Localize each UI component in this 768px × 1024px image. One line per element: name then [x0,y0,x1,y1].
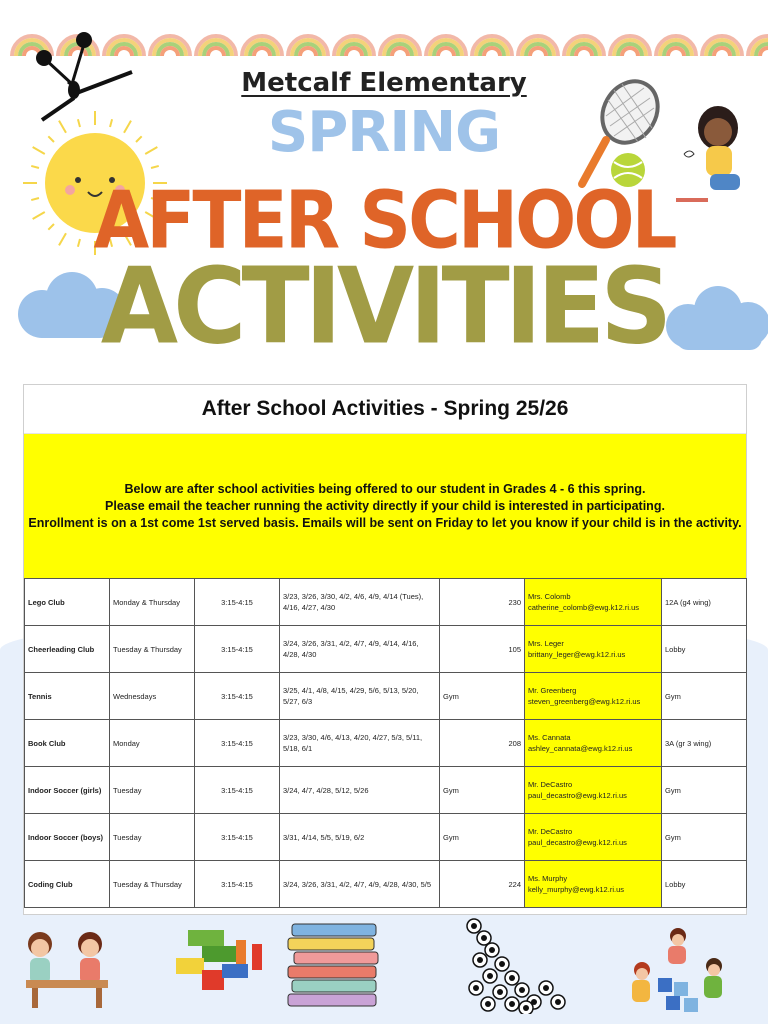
teacher-cell [525,814,662,861]
room-cell: 105 [440,626,525,673]
activity-name-cell: Indoor Soccer (boys) [25,814,110,861]
dates-cell: 3/24, 3/26, 3/31, 4/2, 4/7, 4/9, 4/28, 4/30, 5/5 [280,861,440,908]
teacher-name: Mrs. Colomb [528,592,571,601]
activity-name-cell: Book Club [25,720,110,767]
activity-name-cell: Tennis [25,673,110,720]
time-cell: 3:15-4:15 [195,579,280,626]
headline-activities: ACTIVITIES [100,245,668,368]
days-cell: Monday & Thursday [110,579,195,626]
activity-name-cell: Lego Club [25,579,110,626]
days-cell: Tuesday [110,814,195,861]
days-cell: Tuesday & Thursday [110,626,195,673]
room-cell: Gym [440,814,525,861]
dates-cell: 3/23, 3/26, 3/30, 4/2, 4/6, 4/9, 4/14 (Tues), 4/16, 4/27, 4/30 [280,579,440,626]
days-cell: Tuesday & Thursday [110,861,195,908]
teacher-name: Mr. Greenberg [528,686,577,695]
table-row [25,767,747,814]
teacher-cell [525,673,662,720]
lego-bricks-icon [172,924,268,994]
kids-playing-clay-icon [18,926,116,1014]
teacher-cell [525,579,662,626]
time-cell: 3:15-4:15 [195,861,280,908]
room-cell: 208 [440,720,525,767]
location-cell: 3A (gr 3 wing) [662,720,747,767]
time-cell: 3:15-4:15 [195,673,280,720]
activities-table [24,578,747,908]
kids-building-blocks-icon [622,926,732,1016]
table-row [25,673,747,720]
table-row [25,720,747,767]
teacher-cell [525,861,662,908]
location-cell: Lobby [662,861,747,908]
teacher-cell [525,720,662,767]
teacher-email-link[interactable]: brittany_leger@ewg.k12.ri.us [528,650,626,659]
dates-cell: 3/24, 4/7, 4/28, 5/12, 5/26 [280,767,440,814]
teacher-name: Mrs. Leger [528,639,564,648]
table-row [25,626,747,673]
notice-line: Below are after school activities being offered to our student in Grades 4 - 6 this spring. [124,481,646,496]
teacher-cell [525,626,662,673]
teacher-email-link[interactable]: paul_decastro@ewg.k12.ri.us [528,838,627,847]
room-cell: Gym [440,673,525,720]
time-cell: 3:15-4:15 [195,720,280,767]
location-cell: Gym [662,814,747,861]
days-cell: Monday [110,720,195,767]
teacher-name: Ms. Murphy [528,874,568,883]
teacher-email-link[interactable]: steven_greenberg@ewg.k12.ri.us [528,697,641,706]
activities-sheet [23,384,747,915]
activity-name-cell: Indoor Soccer (girls) [25,767,110,814]
table-row [25,861,747,908]
teacher-email-link[interactable]: paul_decastro@ewg.k12.ri.us [528,791,627,800]
location-cell: Gym [662,673,747,720]
dates-cell: 3/25, 4/1, 4/8, 4/15, 4/29, 5/6, 5/13, 5/20, 5/27, 6/3 [280,673,440,720]
notice-line: Enrollment is on a 1st come 1st served basis. Emails will be sent on Friday to let you know if your child is in the activity. [28,515,742,530]
notice-banner [24,434,746,578]
teacher-email-link[interactable]: catherine_colomb@ewg.k12.ri.us [528,603,640,612]
dates-cell: 3/31, 4/14, 5/5, 5/19, 6/2 [280,814,440,861]
time-cell: 3:15-4:15 [195,626,280,673]
book-stack-icon [284,918,384,1010]
notice-line: Please email the teacher running the activity directly if your child is interested in participating. [105,498,665,513]
dates-cell: 3/23, 3/30, 4/6, 4/13, 4/20, 4/27, 5/3, 5/11, 5/18, 6/1 [280,720,440,767]
location-cell: 12A (g4 wing) [662,579,747,626]
teacher-name: Mr. DeCastro [528,827,573,836]
room-cell: 224 [440,861,525,908]
headline-after-school: AFTER SCHOOL [93,173,675,267]
time-cell: 3:15-4:15 [195,814,280,861]
location-cell: Lobby [662,626,747,673]
room-cell: 230 [440,579,525,626]
school-name: Metcalf Elementary [241,68,527,98]
teacher-name: Ms. Cannata [528,733,571,742]
teacher-cell [525,767,662,814]
dates-cell: 3/24, 3/26, 3/31, 4/2, 4/7, 4/9, 4/14, 4/16, 4/28, 4/30 [280,626,440,673]
sheet-title: After School Activities - Spring 25/26 [24,385,746,434]
activity-name-cell: Coding Club [25,861,110,908]
teacher-email-link[interactable]: ashley_cannata@ewg.k12.ri.us [528,744,633,753]
season-title: SPRING [267,100,501,165]
room-cell: Gym [440,767,525,814]
teacher-name: Mr. DeCastro [528,780,573,789]
table-row [25,579,747,626]
days-cell: Wednesdays [110,673,195,720]
days-cell: Tuesday [110,767,195,814]
table-row [25,814,747,861]
time-cell: 3:15-4:15 [195,767,280,814]
activity-name-cell: Cheerleading Club [25,626,110,673]
location-cell: Gym [662,767,747,814]
teacher-email-link[interactable]: kelly_murphy@ewg.k12.ri.us [528,885,624,894]
soccer-balls-icon [462,916,578,1014]
